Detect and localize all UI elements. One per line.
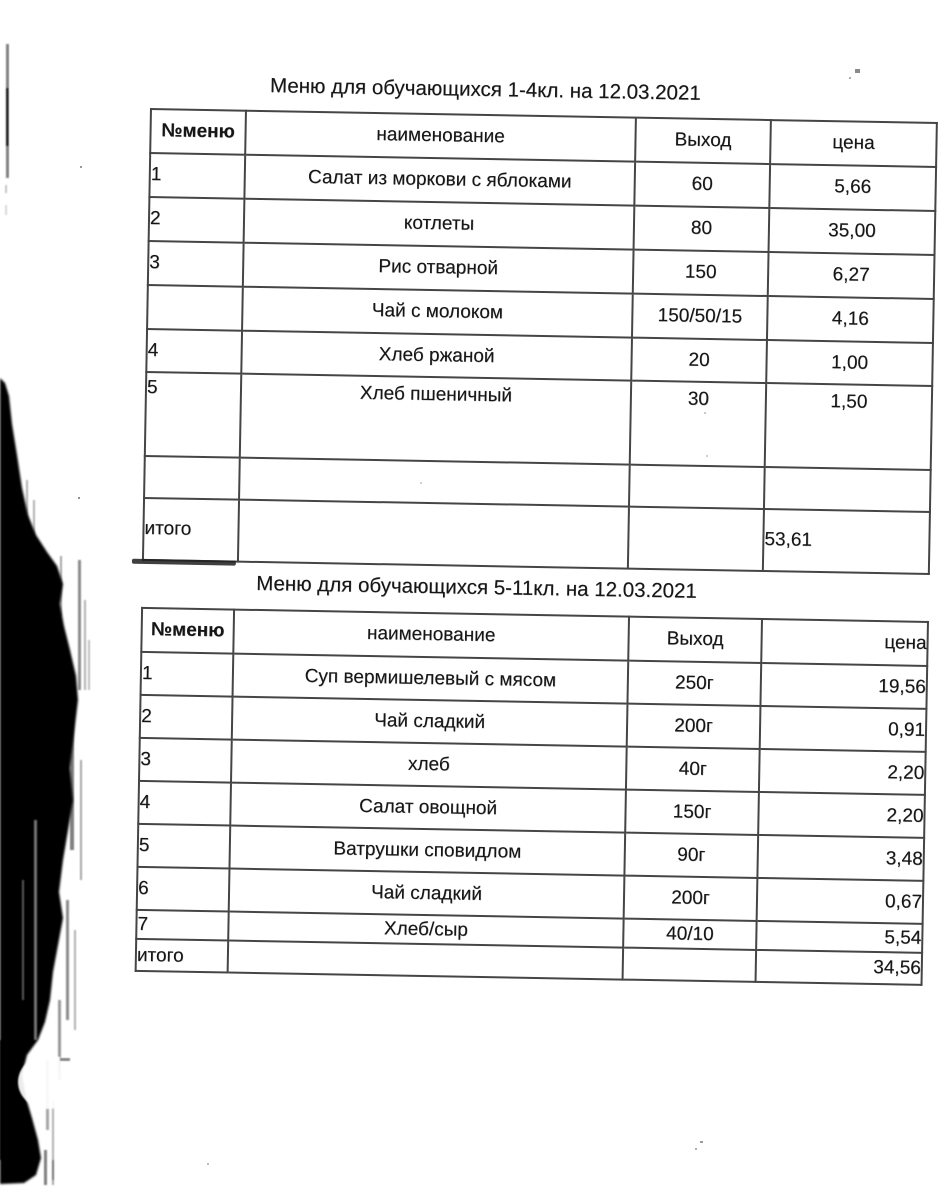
cell-price: 0,67 — [757, 878, 924, 924]
total-label: итого — [143, 498, 239, 562]
menu-table-grades-5-11 — [135, 607, 929, 986]
cell-price: 0,91 — [760, 706, 927, 752]
cell-num — [144, 456, 240, 500]
cell-out: 40г — [626, 747, 760, 792]
cell-num: 1 — [141, 652, 234, 697]
cell-name: Чай сладкий — [232, 697, 628, 747]
cell-name: Салат овощной — [230, 783, 626, 833]
total-value: 53,61 — [763, 509, 930, 574]
cell-name: Ватрушки сповидлом — [229, 826, 625, 876]
cell-name: Хлеб ржаной — [241, 331, 632, 381]
cell-price: 3,48 — [757, 835, 924, 881]
cell-name: котлеты — [244, 199, 635, 250]
cell-price: 35,00 — [769, 208, 936, 255]
menu-title-grades-1-4: Меню для обучающихся 1-4кл. на 12.03.2021 — [269, 74, 701, 105]
cell-out: 200г — [627, 704, 761, 749]
col-header-out: Выход — [628, 617, 762, 663]
cell-num: 4 — [138, 781, 231, 826]
cell-num: 2 — [149, 197, 245, 243]
col-header-out: Выход — [635, 118, 771, 164]
total-value: 34,56 — [756, 950, 923, 985]
cell-num: 7 — [136, 910, 229, 941]
cell-price: 2,20 — [758, 792, 925, 838]
scan-streak-top-left — [5, 44, 9, 215]
cell-out: 150 — [633, 250, 769, 296]
cell-name: Рис отварной — [243, 243, 634, 294]
cell-empty — [238, 500, 629, 569]
cell-out: 90г — [624, 833, 758, 878]
menu-table-grades-1-4 — [142, 108, 938, 575]
total-row — [143, 498, 930, 574]
cell-price: 1,50 — [765, 383, 932, 470]
cell-out: 20 — [631, 338, 767, 383]
cell-num: 3 — [148, 241, 244, 287]
cell-name: Хлеб/сыр — [228, 912, 623, 948]
scan-dark-border-segment — [132, 559, 236, 566]
col-header-num: №меню — [150, 109, 246, 155]
cell-num: 3 — [139, 738, 232, 783]
cell-name: Хлеб пшеничный — [240, 374, 631, 465]
cell-name: Салат из моркови с яблоками — [244, 155, 635, 206]
cell-price: 5,66 — [769, 164, 936, 211]
cell-name: Суп вермишелевый с мясом — [233, 654, 629, 704]
cell-num: 1 — [149, 153, 245, 199]
cell-name — [239, 458, 630, 507]
cell-out: 30 — [630, 381, 766, 467]
cell-name: хлеб — [231, 740, 627, 790]
cell-out: 200г — [624, 876, 758, 921]
cell-out: 250г — [627, 661, 761, 706]
cell-out: 150/50/15 — [632, 294, 768, 340]
col-header-name: наименование — [245, 111, 636, 162]
cell-num: 5 — [137, 824, 230, 869]
cell-price: 4,16 — [767, 296, 934, 343]
cell-empty — [623, 948, 757, 982]
cell-num: 4 — [146, 329, 242, 374]
col-header-name: наименование — [233, 610, 629, 661]
cell-price: 1,00 — [766, 340, 933, 386]
scan-blob-left-edge — [0, 378, 90, 1185]
cell-empty — [628, 507, 764, 571]
cell-price: 19,56 — [760, 663, 927, 709]
total-label: итого — [136, 939, 229, 973]
cell-empty — [228, 941, 624, 980]
cell-out: 150г — [625, 790, 759, 835]
cell-out — [629, 465, 765, 509]
cell-price: 5,54 — [756, 921, 922, 953]
cell-name: Чай сладкий — [229, 869, 625, 919]
cell-name: Чай с молоком — [242, 287, 633, 338]
cell-price: 6,27 — [768, 252, 935, 299]
document-content — [133, 72, 951, 1086]
cell-out: 60 — [634, 162, 770, 208]
col-header-price: цена — [761, 619, 928, 666]
table-row — [145, 372, 932, 470]
col-header-num: №меню — [141, 608, 234, 654]
cell-num: 6 — [137, 867, 230, 912]
col-header-price: цена — [770, 120, 937, 167]
cell-out: 80 — [634, 206, 770, 252]
cell-out: 40/10 — [623, 919, 756, 950]
cell-price — [764, 467, 931, 512]
cell-price: 2,20 — [759, 749, 926, 795]
cell-num: 5 — [145, 372, 241, 458]
cell-num: 2 — [140, 695, 233, 740]
menu-title-grades-5-11: Меню для обучающихся 5-11кл. на 12.03.2021 — [256, 571, 698, 603]
cell-num — [147, 285, 243, 331]
